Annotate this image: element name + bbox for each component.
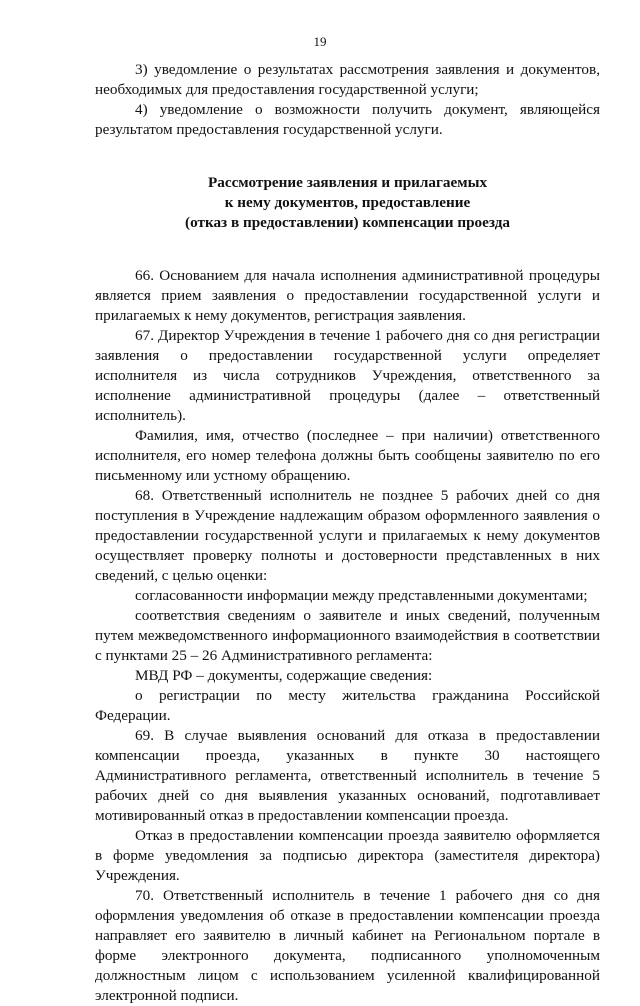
paragraph-68-item-conformity: соответствия сведениям о заявителе и иных сведений, полученным путем межведомственного информационного взаимодействия в соответствии с пунктами 25 – 26 Административного регламента: — [95, 607, 600, 664]
paragraph-70: 70. Ответственный исполнитель в течение 1 рабочего дня со дня оформления уведомления об отказе в предоставлении компенсации проезда направляет его заявителю в личный кабинет на Региональном портале в форме электронного документа, подписанного уполномоченным должностным лицом с использованием усиленной квалифицированной электронной подписи. — [95, 887, 600, 1004]
section-title-line-1: Рассмотрение заявления и прилагаемых — [207, 174, 488, 191]
section-title-line-3: (отказ в предоставлении) компенсации проезда — [185, 214, 510, 231]
paragraph-69: 69. В случае выявления оснований для отказа в предоставлении компенсации проезда, указанных в пункте 30 настоящего Административного регламента, ответственный исполнитель в течение 5 рабочих дней со дня выявления указанных оснований, подготавливает мотивированный отказ в предоставлении компенсации проезда. — [95, 727, 600, 824]
page-number: 19 — [313, 34, 327, 49]
paragraph-68-item-consistency: согласованности информации между представленными документами; — [135, 587, 588, 604]
spacer — [95, 233, 600, 266]
paragraph-67: 67. Директор Учреждения в течение 1 рабочего дня со дня регистрации заявления о предоставлении государственной услуги определяет исполнителя из числа сотрудников Учреждения, ответственного за исполнение административной процедуры (далее – ответственный исполнитель). — [95, 327, 600, 424]
document-body — [95, 60, 600, 1006]
paragraph-item-3: 3) уведомление о результатах рассмотрения заявления и документов, необходимых для предоставления государственной услуги; — [95, 61, 600, 98]
paragraph-68: 68. Ответственный исполнитель не позднее 5 рабочих дней со дня поступления в Учреждение надлежащим образом оформленного заявления о предоставлении государственной услуги и прилагаемых к нему документов осуществляет проверку полноты и достоверности представленных в них сведений, с целью оценки: — [95, 487, 600, 584]
paragraph-68-registration: о регистрации по месту жительства гражданина Российской Федерации. — [95, 687, 600, 724]
paragraph-66: 66. Основанием для начала исполнения административной процедуры является прием заявления о предоставлении государственной услуги и прилагаемых к нему документов, регистрация заявления. — [95, 267, 600, 324]
paragraph-69-refusal-form: Отказ в предоставлении компенсации проезда заявителю оформляется в форме уведомления за подписью директора (заместителя директора) Учреждения. — [95, 827, 600, 884]
paragraph-68-mvd: МВД РФ – документы, содержащие сведения: — [135, 667, 433, 684]
paragraph-67-contact: Фамилия, имя, отчество (последнее – при наличии) ответственного исполнителя, его номер телефона должны быть сообщены заявителю по его письменному или устному обращению. — [95, 427, 600, 484]
paragraph-item-4: 4) уведомление о возможности получить документ, являющейся результатом предоставления государственной услуги. — [95, 101, 600, 138]
spacer — [95, 140, 600, 173]
section-title — [95, 173, 600, 233]
section-title-line-2: к нему документов, предоставление — [224, 194, 471, 211]
